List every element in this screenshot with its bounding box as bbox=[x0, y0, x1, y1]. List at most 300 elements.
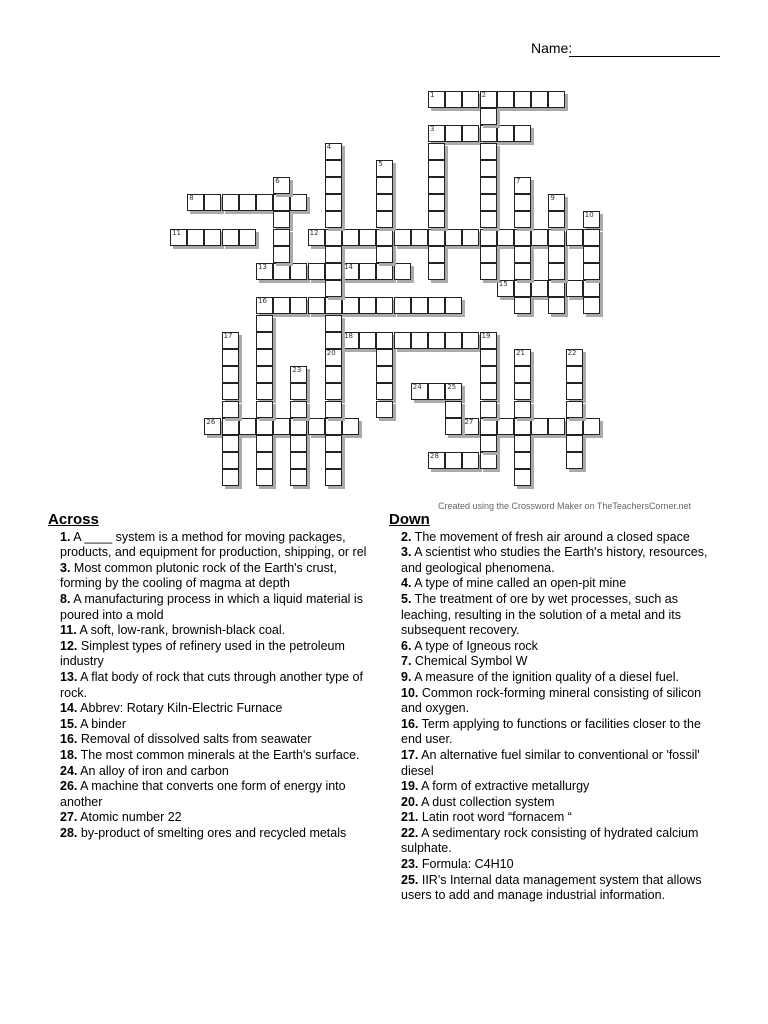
grid-cell[interactable] bbox=[376, 246, 393, 263]
grid-cell[interactable] bbox=[428, 297, 445, 314]
clue-text: A soft, low-rank, brownish-black coal. bbox=[76, 623, 286, 638]
clue-number: 28. bbox=[60, 825, 78, 840]
grid-cell[interactable] bbox=[239, 229, 256, 246]
clue-text: A scientist who studies the Earth's history, resources, and geological phenomena. bbox=[401, 545, 708, 575]
clue-text: A binder bbox=[77, 716, 127, 731]
grid-cell[interactable] bbox=[445, 401, 462, 418]
grid-cell[interactable] bbox=[514, 297, 531, 314]
grid-cell[interactable] bbox=[548, 280, 565, 297]
grid-cell[interactable] bbox=[273, 211, 290, 228]
clue-text: The treatment of ore by wet processes, such as leaching, resulting in the solution of a metal and its subsequent recovery. bbox=[401, 591, 682, 638]
grid-cell[interactable] bbox=[480, 401, 497, 418]
grid-cell[interactable] bbox=[256, 401, 273, 418]
grid-cell[interactable] bbox=[428, 125, 445, 142]
grid-cell[interactable] bbox=[359, 297, 376, 314]
across-clue bbox=[48, 623, 378, 639]
grid-cell[interactable] bbox=[514, 469, 531, 486]
down-clue bbox=[389, 576, 724, 592]
grid-cell[interactable] bbox=[273, 297, 290, 314]
grid-cell[interactable] bbox=[514, 194, 531, 211]
grid-cell[interactable] bbox=[290, 401, 307, 418]
grid-cell[interactable] bbox=[222, 418, 239, 435]
grid-cell[interactable] bbox=[462, 332, 479, 349]
clue-text: A form of extractive metallurgy bbox=[418, 779, 590, 794]
grid-cell[interactable] bbox=[480, 108, 497, 125]
grid-cell[interactable] bbox=[514, 349, 531, 366]
grid-cell[interactable] bbox=[290, 263, 307, 280]
grid-cell[interactable] bbox=[290, 194, 307, 211]
grid-cell[interactable] bbox=[445, 332, 462, 349]
clue-number: 24. bbox=[60, 763, 78, 778]
grid-cell[interactable] bbox=[256, 194, 273, 211]
grid-cell[interactable] bbox=[376, 383, 393, 400]
grid-cell[interactable] bbox=[394, 263, 411, 280]
grid-cell[interactable] bbox=[325, 349, 342, 366]
grid-cell[interactable] bbox=[480, 194, 497, 211]
grid-cell[interactable] bbox=[445, 452, 462, 469]
cell-number: 6 bbox=[275, 177, 280, 185]
cell-number: 17 bbox=[223, 331, 233, 340]
grid-cell[interactable] bbox=[548, 297, 565, 314]
grid-cell[interactable] bbox=[376, 177, 393, 194]
grid-cell[interactable] bbox=[222, 229, 239, 246]
across-clue bbox=[48, 732, 378, 748]
grid-cell[interactable] bbox=[222, 383, 239, 400]
across-clue bbox=[48, 764, 378, 780]
crossword-grid bbox=[0, 0, 768, 510]
grid-cell[interactable] bbox=[428, 263, 445, 280]
grid-cell[interactable] bbox=[325, 280, 342, 297]
grid-cell[interactable] bbox=[273, 418, 290, 435]
down-clue bbox=[389, 810, 724, 826]
grid-cell[interactable] bbox=[325, 263, 342, 280]
grid-cell[interactable] bbox=[480, 452, 497, 469]
grid-cell[interactable] bbox=[222, 194, 239, 211]
grid-cell[interactable] bbox=[428, 246, 445, 263]
grid-cell[interactable] bbox=[462, 452, 479, 469]
down-clue bbox=[389, 826, 724, 857]
grid-cell[interactable] bbox=[376, 297, 393, 314]
clue-number: 16. bbox=[60, 732, 78, 747]
grid-cell[interactable] bbox=[256, 469, 273, 486]
grid-cell[interactable] bbox=[531, 280, 548, 297]
grid-cell[interactable] bbox=[548, 418, 565, 435]
grid-cell[interactable] bbox=[514, 280, 531, 297]
grid-cell[interactable] bbox=[428, 194, 445, 211]
cell-number: 8 bbox=[189, 194, 194, 203]
grid-cell[interactable] bbox=[531, 418, 548, 435]
clue-number: 26. bbox=[60, 779, 78, 794]
grid-cell[interactable] bbox=[204, 418, 221, 435]
grid-cell[interactable] bbox=[222, 349, 239, 366]
grid-cell[interactable] bbox=[290, 469, 307, 486]
grid-cell[interactable] bbox=[170, 229, 187, 246]
grid-cell[interactable] bbox=[462, 418, 479, 435]
clue-number: 17. bbox=[401, 747, 419, 762]
grid-cell[interactable] bbox=[222, 469, 239, 486]
grid-cell[interactable] bbox=[566, 366, 583, 383]
grid-cell[interactable] bbox=[583, 263, 600, 280]
clue-number: 7. bbox=[401, 654, 412, 669]
grid-cell[interactable] bbox=[583, 418, 600, 435]
cell-number: 15 bbox=[498, 280, 508, 289]
grid-cell[interactable] bbox=[480, 91, 497, 108]
grid-cell[interactable] bbox=[376, 366, 393, 383]
grid-cell[interactable] bbox=[480, 229, 497, 246]
grid-cell[interactable] bbox=[376, 263, 393, 280]
grid-cell[interactable] bbox=[411, 383, 428, 400]
clue-number: 25. bbox=[401, 872, 419, 887]
across-clue bbox=[48, 810, 378, 826]
grid-cell[interactable] bbox=[308, 229, 325, 246]
grid-cell[interactable] bbox=[583, 246, 600, 263]
grid-cell[interactable] bbox=[325, 435, 342, 452]
grid-cell[interactable] bbox=[376, 349, 393, 366]
clue-text: A type of mine called an open-pit mine bbox=[411, 576, 627, 591]
grid-cell[interactable] bbox=[325, 452, 342, 469]
down-clue bbox=[389, 795, 724, 811]
grid-cell[interactable] bbox=[394, 229, 411, 246]
across-clue bbox=[48, 561, 378, 592]
grid-cell[interactable] bbox=[480, 125, 497, 142]
grid-cell[interactable] bbox=[256, 435, 273, 452]
clue-text: by-product of smelting ores and recycled metals bbox=[77, 825, 347, 840]
grid-cell[interactable] bbox=[342, 418, 359, 435]
grid-cell[interactable] bbox=[514, 383, 531, 400]
grid-cell[interactable] bbox=[359, 263, 376, 280]
grid-cell[interactable] bbox=[376, 332, 393, 349]
grid-cell[interactable] bbox=[342, 332, 359, 349]
grid-cell[interactable] bbox=[222, 366, 239, 383]
grid-cell[interactable] bbox=[566, 418, 583, 435]
clue-text: IIR's Internal data management system that allows users to add and manage industrial information. bbox=[401, 872, 702, 903]
clue-number: 5. bbox=[401, 591, 412, 606]
grid-cell[interactable] bbox=[548, 211, 565, 228]
cell-number: 13 bbox=[258, 263, 267, 271]
grid-cell[interactable] bbox=[548, 246, 565, 263]
grid-cell[interactable] bbox=[325, 332, 342, 349]
clue-text: An alternative fuel similar to conventional or 'fossil' diesel bbox=[401, 747, 700, 778]
grid-cell[interactable] bbox=[566, 401, 583, 418]
clue-text: Formula: C4H10 bbox=[418, 857, 514, 872]
clue-number: 6. bbox=[401, 638, 412, 653]
grid-cell[interactable] bbox=[445, 229, 462, 246]
grid-cell[interactable] bbox=[480, 143, 497, 160]
grid-cell[interactable] bbox=[411, 332, 428, 349]
grid-cell[interactable] bbox=[325, 229, 342, 246]
grid-cell[interactable] bbox=[514, 452, 531, 469]
clue-text: A ____ system is a method for moving packages, products, and equipment for production, shipping, or rel bbox=[60, 529, 367, 560]
clue-number: 2. bbox=[401, 529, 412, 544]
grid-cell[interactable] bbox=[342, 297, 359, 314]
grid-cell[interactable] bbox=[290, 297, 307, 314]
clue-number: 8. bbox=[60, 591, 71, 606]
down-clue bbox=[389, 654, 724, 670]
across-heading: Across bbox=[48, 511, 99, 528]
grid-cell[interactable] bbox=[325, 194, 342, 211]
down-heading: Down bbox=[389, 511, 430, 528]
grid-cell[interactable] bbox=[239, 418, 256, 435]
grid-cell[interactable] bbox=[548, 263, 565, 280]
grid-cell[interactable] bbox=[256, 297, 273, 314]
grid-cell[interactable] bbox=[566, 280, 583, 297]
grid-cell[interactable] bbox=[308, 418, 325, 435]
grid-cell[interactable] bbox=[325, 418, 342, 435]
grid-cell[interactable] bbox=[222, 452, 239, 469]
grid-cell[interactable] bbox=[411, 297, 428, 314]
across-clue bbox=[48, 779, 378, 810]
down-clue bbox=[389, 857, 724, 873]
across-clue bbox=[48, 826, 378, 842]
down-clue bbox=[389, 530, 724, 546]
grid-cell[interactable] bbox=[514, 263, 531, 280]
grid-cell[interactable] bbox=[514, 366, 531, 383]
grid-cell[interactable] bbox=[256, 452, 273, 469]
grid-cell[interactable] bbox=[497, 91, 514, 108]
grid-cell[interactable] bbox=[256, 315, 273, 332]
down-clues bbox=[389, 512, 724, 904]
grid-cell[interactable] bbox=[325, 383, 342, 400]
grid-cell[interactable] bbox=[514, 91, 531, 108]
grid-cell[interactable] bbox=[566, 383, 583, 400]
grid-cell[interactable] bbox=[239, 194, 256, 211]
grid-cell[interactable] bbox=[290, 435, 307, 452]
grid-cell[interactable] bbox=[273, 263, 290, 280]
cell-number: 18 bbox=[344, 331, 353, 340]
grid-cell[interactable] bbox=[428, 229, 445, 246]
grid-cell[interactable] bbox=[480, 366, 497, 383]
grid-cell[interactable] bbox=[514, 418, 531, 435]
grid-cell[interactable] bbox=[376, 229, 393, 246]
clue-number: 3. bbox=[401, 545, 412, 560]
across-clue bbox=[48, 717, 378, 733]
clue-text: Removal of dissolved salts from seawater bbox=[77, 732, 312, 747]
grid-cell[interactable] bbox=[342, 229, 359, 246]
cell-number: 20 bbox=[326, 349, 336, 357]
down-clue-list bbox=[389, 530, 724, 904]
cell-number: 2 bbox=[481, 91, 487, 99]
cell-number: 7 bbox=[516, 177, 521, 185]
cell-number: 24 bbox=[412, 383, 422, 392]
grid-cell[interactable] bbox=[480, 383, 497, 400]
clue-number: 3. bbox=[60, 560, 71, 575]
across-clue bbox=[48, 748, 378, 764]
grid-cell[interactable] bbox=[273, 194, 290, 211]
grid-cell[interactable] bbox=[566, 435, 583, 452]
grid-cell[interactable] bbox=[325, 401, 342, 418]
grid-cell[interactable] bbox=[290, 366, 307, 383]
grid-cell[interactable] bbox=[480, 332, 497, 349]
grid-cell[interactable] bbox=[531, 229, 548, 246]
cell-number: 27 bbox=[464, 417, 474, 426]
grid-cell[interactable] bbox=[566, 452, 583, 469]
grid-cell[interactable] bbox=[394, 297, 411, 314]
grid-cell[interactable] bbox=[325, 315, 342, 332]
down-clue bbox=[389, 873, 724, 904]
clue-text: The movement of fresh air around a closed space bbox=[411, 529, 690, 544]
grid-cell[interactable] bbox=[359, 229, 376, 246]
grid-cell[interactable] bbox=[273, 177, 290, 194]
cell-number: 9 bbox=[550, 194, 555, 203]
down-clue bbox=[389, 717, 724, 748]
grid-cell[interactable] bbox=[204, 194, 221, 211]
cell-number: 22 bbox=[567, 349, 577, 357]
grid-cell[interactable] bbox=[428, 383, 445, 400]
down-clue bbox=[389, 592, 724, 639]
clue-number: 10. bbox=[401, 685, 419, 700]
cell-number: 19 bbox=[481, 331, 491, 340]
cell-number: 1 bbox=[430, 91, 435, 99]
down-clue bbox=[389, 670, 724, 686]
grid-cell[interactable] bbox=[566, 229, 583, 246]
grid-cell[interactable] bbox=[428, 143, 445, 160]
grid-cell[interactable] bbox=[514, 401, 531, 418]
grid-cell[interactable] bbox=[308, 263, 325, 280]
grid-cell[interactable] bbox=[325, 160, 342, 177]
grid-cell[interactable] bbox=[376, 194, 393, 211]
clue-text: A sedimentary rock consisting of hydrated calcium sulphate. bbox=[401, 825, 699, 856]
grid-cell[interactable] bbox=[480, 160, 497, 177]
down-clue bbox=[389, 639, 724, 655]
clue-text: Simplest types of refinery used in the petroleum industry bbox=[60, 638, 345, 669]
grid-cell[interactable] bbox=[480, 211, 497, 228]
grid-cell[interactable] bbox=[256, 263, 273, 280]
grid-cell[interactable] bbox=[514, 125, 531, 142]
grid-cell[interactable] bbox=[583, 280, 600, 297]
across-clues bbox=[48, 512, 378, 841]
grid-cell[interactable] bbox=[480, 263, 497, 280]
cell-number: 3 bbox=[430, 125, 435, 134]
grid-cell[interactable] bbox=[428, 91, 445, 108]
down-clue bbox=[389, 545, 724, 576]
grid-cell[interactable] bbox=[428, 160, 445, 177]
grid-cell[interactable] bbox=[411, 229, 428, 246]
grid-cell[interactable] bbox=[445, 383, 462, 400]
grid-cell[interactable] bbox=[256, 332, 273, 349]
grid-cell[interactable] bbox=[394, 332, 411, 349]
grid-cell[interactable] bbox=[566, 349, 583, 366]
clue-number: 16. bbox=[401, 716, 419, 731]
grid-cell[interactable] bbox=[445, 91, 462, 108]
cell-number: 21 bbox=[516, 349, 525, 357]
cell-number: 12 bbox=[309, 228, 319, 237]
grid-cell[interactable] bbox=[325, 297, 342, 314]
clue-text: A type of Igneous rock bbox=[411, 638, 538, 653]
clue-number: 20. bbox=[401, 794, 419, 809]
grid-cell[interactable] bbox=[480, 435, 497, 452]
across-clue bbox=[48, 639, 378, 670]
grid-cell[interactable] bbox=[583, 211, 600, 228]
grid-cell[interactable] bbox=[187, 194, 204, 211]
clue-text: An alloy of iron and carbon bbox=[77, 763, 229, 778]
grid-cell[interactable] bbox=[273, 229, 290, 246]
clue-number: 19. bbox=[401, 779, 419, 794]
grid-cell[interactable] bbox=[256, 349, 273, 366]
grid-cell[interactable] bbox=[359, 332, 376, 349]
clue-number: 14. bbox=[60, 701, 78, 716]
grid-cell[interactable] bbox=[204, 229, 221, 246]
credit-text: Created using the Crossword Maker on TheTeachersCorner.net bbox=[438, 501, 691, 511]
grid-cell[interactable] bbox=[514, 246, 531, 263]
grid-cell[interactable] bbox=[497, 280, 514, 297]
grid-cell[interactable] bbox=[445, 297, 462, 314]
down-clue bbox=[389, 686, 724, 717]
grid-cell[interactable] bbox=[480, 418, 497, 435]
grid-cell[interactable] bbox=[497, 229, 514, 246]
grid-cell[interactable] bbox=[256, 383, 273, 400]
grid-cell[interactable] bbox=[497, 418, 514, 435]
grid-cell[interactable] bbox=[222, 435, 239, 452]
down-clue bbox=[389, 779, 724, 795]
grid-cell[interactable] bbox=[428, 211, 445, 228]
grid-cell[interactable] bbox=[325, 246, 342, 263]
grid-cell[interactable] bbox=[273, 246, 290, 263]
grid-cell[interactable] bbox=[376, 160, 393, 177]
clue-text: Latin root word “fornacem “ bbox=[418, 810, 572, 825]
grid-cell[interactable] bbox=[428, 177, 445, 194]
grid-cell[interactable] bbox=[548, 91, 565, 108]
grid-cell[interactable] bbox=[256, 418, 273, 435]
cell-number: 28 bbox=[430, 452, 439, 461]
grid-cell[interactable] bbox=[548, 229, 565, 246]
grid-cell[interactable] bbox=[480, 349, 497, 366]
grid-cell[interactable] bbox=[325, 177, 342, 194]
grid-cell[interactable] bbox=[308, 297, 325, 314]
grid-cell[interactable] bbox=[531, 91, 548, 108]
grid-cell[interactable] bbox=[222, 332, 239, 349]
cell-number: 25 bbox=[447, 383, 457, 392]
grid-cell[interactable] bbox=[376, 211, 393, 228]
grid-cell[interactable] bbox=[548, 194, 565, 211]
grid-cell[interactable] bbox=[256, 366, 273, 383]
grid-cell[interactable] bbox=[462, 91, 479, 108]
cell-number: 11 bbox=[172, 228, 181, 237]
cell-number: 5 bbox=[378, 159, 383, 168]
clue-number: 11. bbox=[60, 623, 77, 638]
grid-cell[interactable] bbox=[290, 452, 307, 469]
across-clue-list bbox=[48, 530, 378, 842]
grid-cell[interactable] bbox=[187, 229, 204, 246]
grid-cell[interactable] bbox=[445, 418, 462, 435]
grid-cell[interactable] bbox=[325, 211, 342, 228]
across-clue bbox=[48, 701, 378, 717]
grid-cell[interactable] bbox=[480, 246, 497, 263]
grid-cell[interactable] bbox=[514, 211, 531, 228]
grid-cell[interactable] bbox=[445, 125, 462, 142]
grid-cell[interactable] bbox=[514, 177, 531, 194]
grid-cell[interactable] bbox=[428, 452, 445, 469]
grid-cell[interactable] bbox=[325, 469, 342, 486]
grid-cell[interactable] bbox=[325, 143, 342, 160]
grid-cell[interactable] bbox=[462, 125, 479, 142]
grid-cell[interactable] bbox=[583, 229, 600, 246]
grid-cell[interactable] bbox=[462, 229, 479, 246]
clue-number: 27. bbox=[60, 810, 78, 825]
grid-cell[interactable] bbox=[342, 263, 359, 280]
grid-cell[interactable] bbox=[514, 229, 531, 246]
grid-cell[interactable] bbox=[222, 401, 239, 418]
grid-cell[interactable] bbox=[376, 401, 393, 418]
grid-cell[interactable] bbox=[497, 125, 514, 142]
grid-cell[interactable] bbox=[514, 435, 531, 452]
grid-cell[interactable] bbox=[583, 297, 600, 314]
grid-cell[interactable] bbox=[325, 366, 342, 383]
grid-cell[interactable] bbox=[290, 383, 307, 400]
clue-text: Most common plutonic rock of the Earth's crust, forming by the cooling of magma at depth bbox=[60, 560, 337, 591]
grid-cell[interactable] bbox=[480, 177, 497, 194]
grid-cell[interactable] bbox=[290, 418, 307, 435]
grid-cell[interactable] bbox=[428, 332, 445, 349]
